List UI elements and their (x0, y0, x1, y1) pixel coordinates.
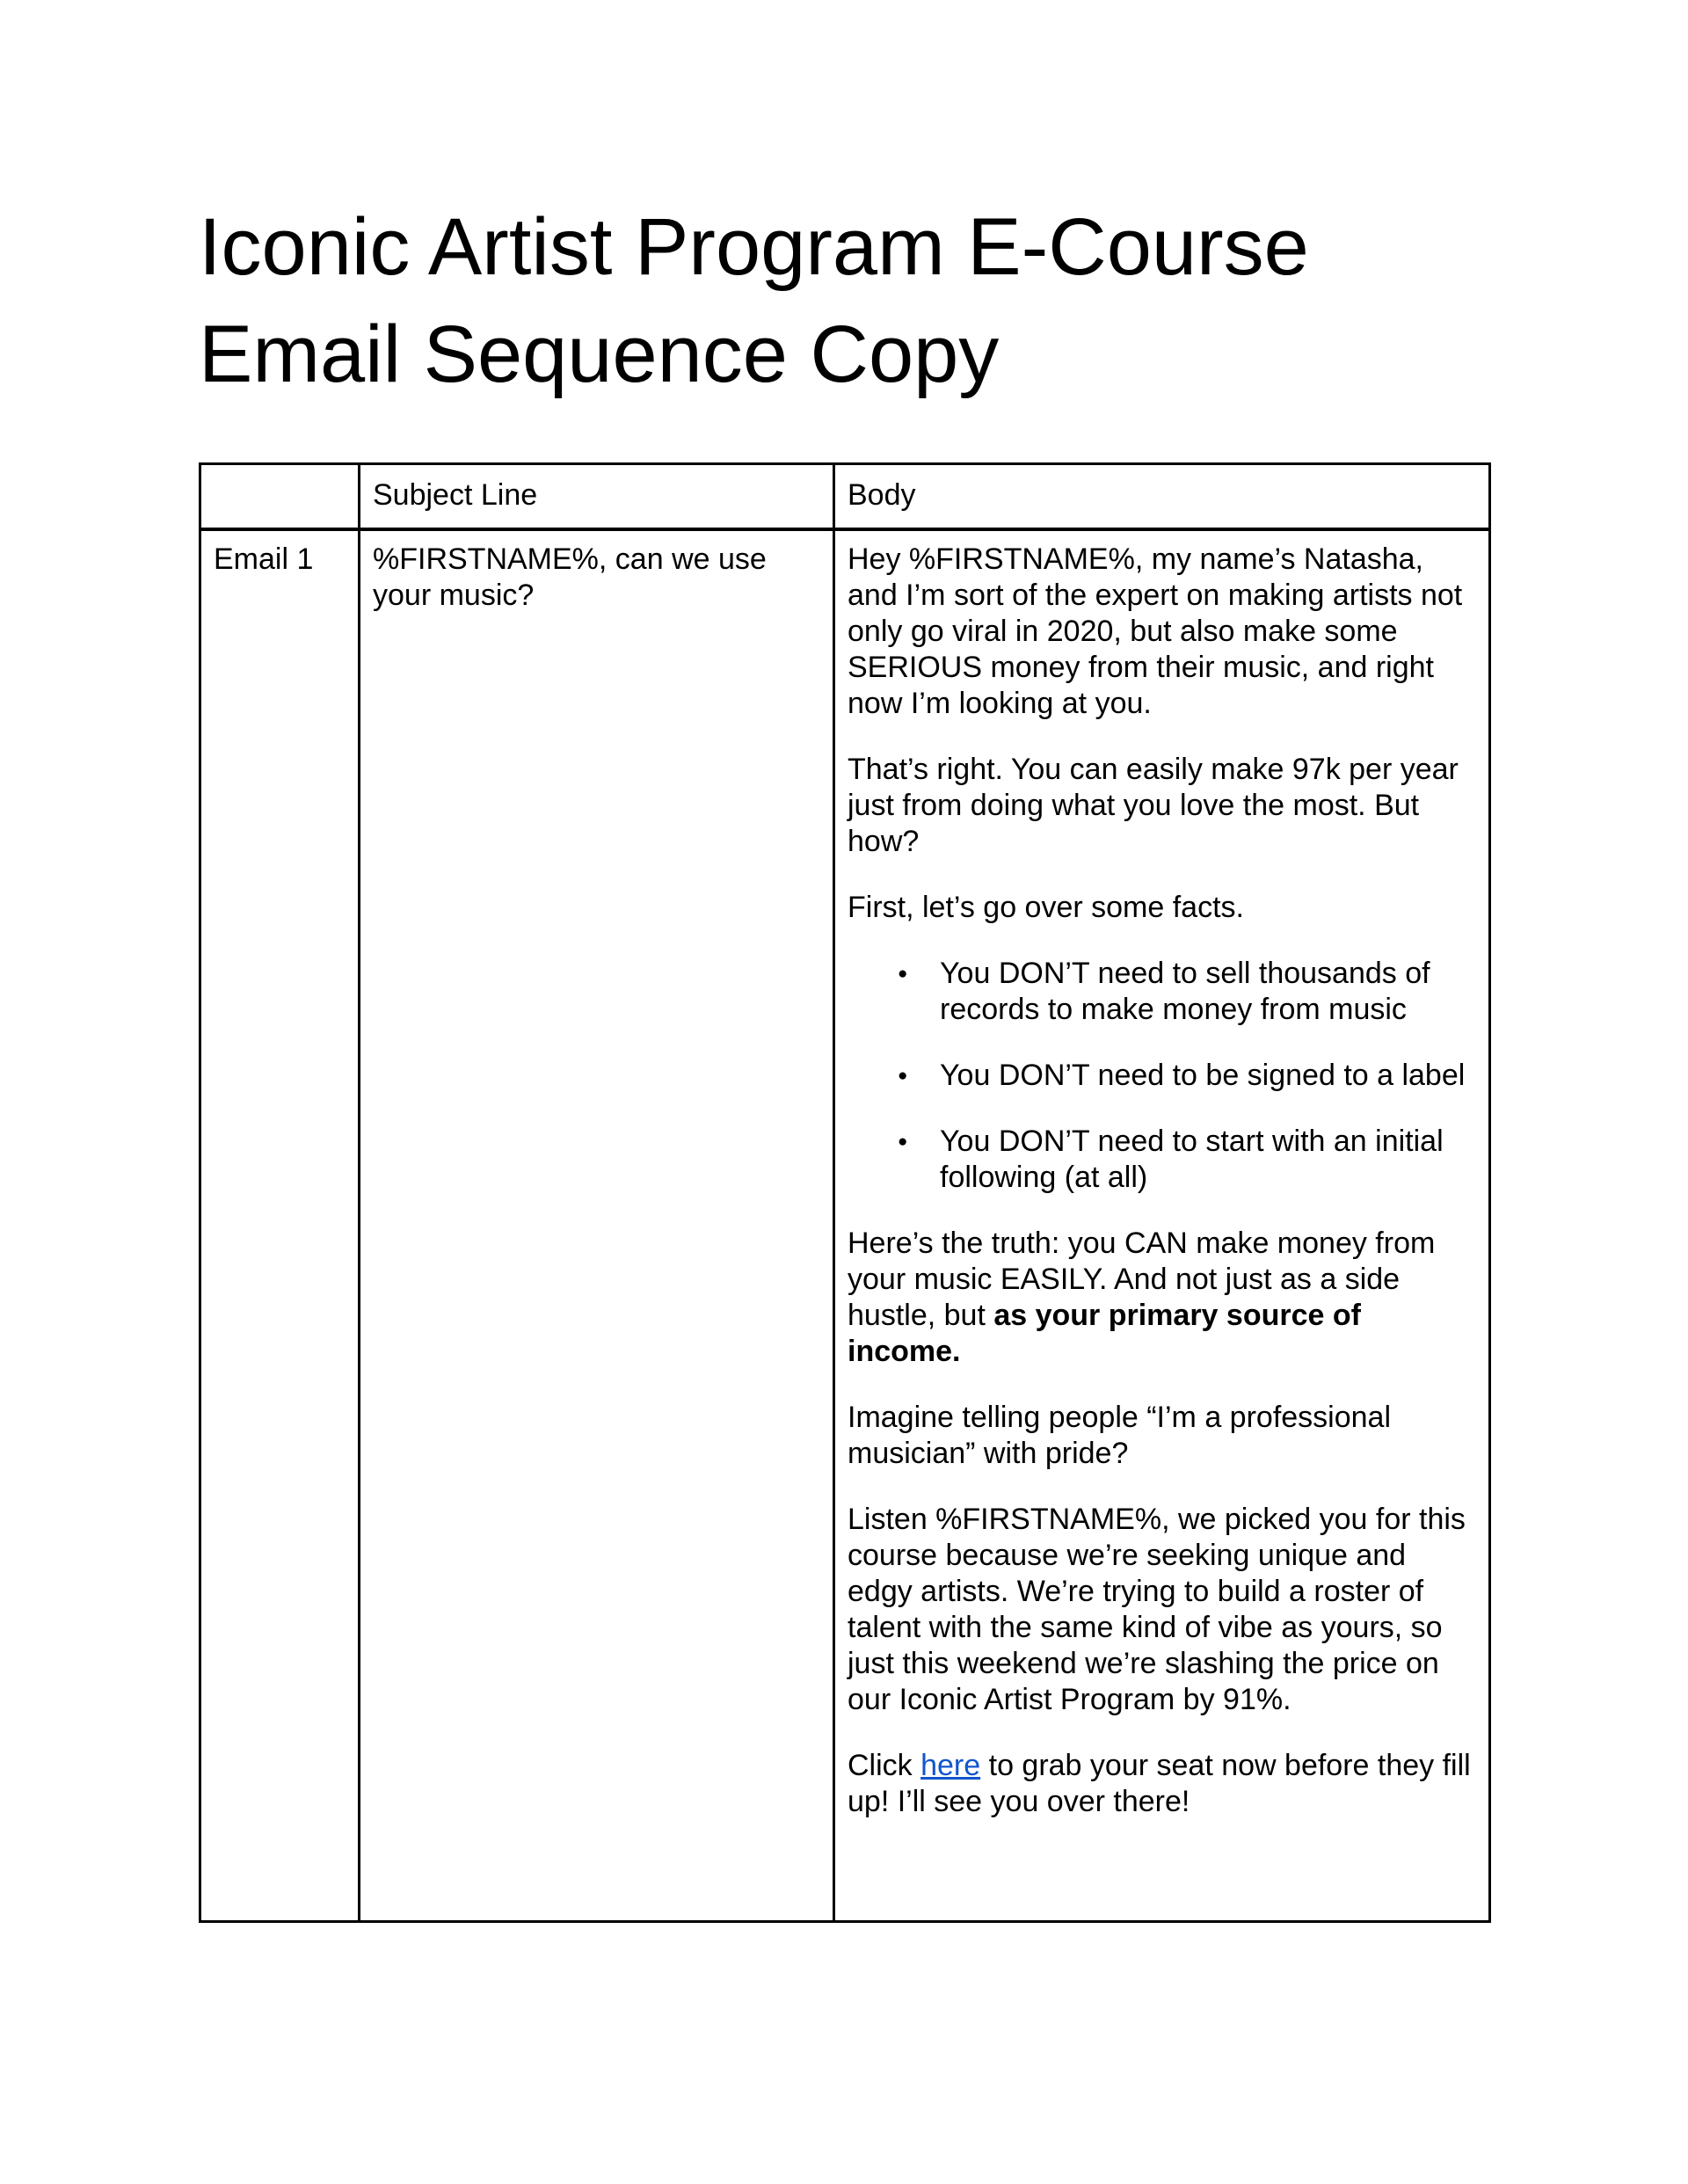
header-cell-body: Body (834, 464, 1490, 529)
body-text: That’s right. You can easily make 97k per year just from doing what you love the most. But how? (848, 752, 1459, 858)
body-paragraph (848, 1748, 1476, 1820)
header-cell-blank (200, 464, 360, 529)
bullet-item (940, 1124, 1476, 1196)
email-sequence-table (199, 462, 1491, 1923)
table-header-row (200, 464, 1490, 529)
body-text: You DON’T need to start with an initial following (at all) (940, 1124, 1444, 1194)
body-text: You DON’T need to sell thousands of records to make money from music (940, 956, 1430, 1026)
bullet-item (940, 956, 1476, 1028)
body-text: to grab your seat now before they fill up! I’ll see you over there! (848, 1748, 1471, 1818)
table-row-email-1 (200, 529, 1490, 1922)
body-text: First, let’s go over some facts. (848, 890, 1244, 924)
body-text: Hey %FIRSTNAME%, my name’s Natasha, and I’m sort of the expert on making artists not only go viral in 2020, but also make some SERIOUS money from their music, and right now I’m looking at you. (848, 542, 1463, 720)
body-paragraph (848, 1400, 1476, 1472)
body-text: Here’s the truth: you CAN make money from your music EASILY. And not just as a side hustle, but (848, 1226, 1436, 1332)
body-cell (834, 529, 1490, 1922)
body-text: Click (848, 1748, 921, 1782)
body-text: You DON’T need to be signed to a label (940, 1058, 1466, 1092)
body-paragraph (848, 1502, 1476, 1718)
body-paragraph (848, 752, 1476, 860)
bold-text: as your primary source of income. (848, 1298, 1361, 1368)
page-title (199, 193, 1490, 408)
body-paragraph (848, 1226, 1476, 1370)
page-title-line-1: Iconic Artist Program E-Course (199, 202, 1309, 292)
here-link[interactable]: here (920, 1748, 981, 1782)
body-paragraph (848, 542, 1476, 722)
email-label-cell: Email 1 (200, 529, 360, 1922)
page-title-line-2: Email Sequence Copy (199, 309, 1000, 399)
body-paragraph (848, 890, 1476, 926)
bullet-item (940, 1058, 1476, 1094)
body-text: Listen %FIRSTNAME%, we picked you for this course because we’re seeking unique and edgy artists. We’re trying to build a roster of talent with the same kind of vibe as yours, so just this weekend we’re slashing the price on our Iconic Artist Program by 91%. (848, 1502, 1466, 1716)
body-text: Imagine telling people “I’m a professional musician” with pride? (848, 1400, 1392, 1470)
header-cell-subject-line: Subject Line (360, 464, 834, 529)
subject-line-cell: %FIRSTNAME%, can we use your music? (360, 529, 834, 1922)
